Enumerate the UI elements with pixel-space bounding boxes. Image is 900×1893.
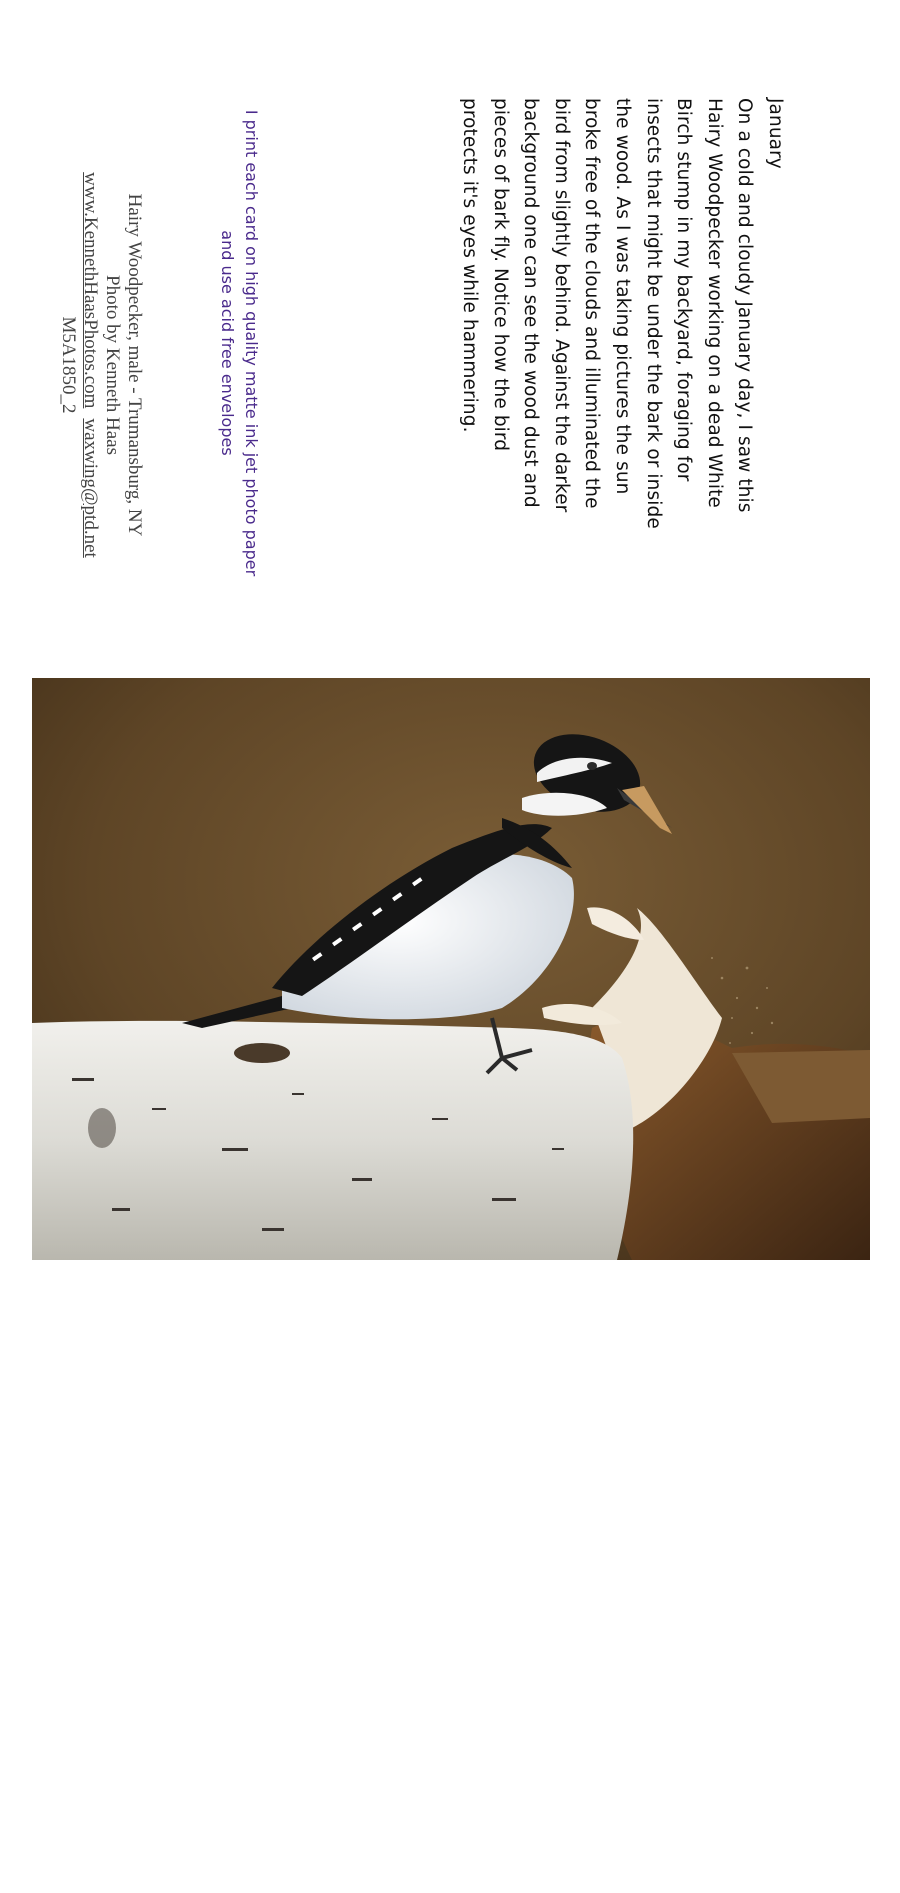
story-line: broke free of the clouds and illuminated the (581, 98, 603, 509)
photo-watermark: KENNETH HAAS (55, 1768, 70, 1893)
story-text (453, 98, 790, 529)
note-line: and use acid free envelopes (218, 230, 237, 456)
contact-links (79, 130, 101, 600)
story-line: the wood. As I was taking pictures the sun (612, 98, 634, 495)
story-line: protects it's eyes while hammering. (459, 98, 481, 433)
birch-log (32, 1021, 633, 1260)
email-link[interactable]: waxwing@ptd.net (80, 418, 101, 558)
website-link[interactable]: www.KennethHaasPhotos.com (80, 172, 101, 409)
bird-eye (587, 762, 597, 770)
photo-credit (57, 130, 145, 600)
story-line: On a cold and cloudy January day, I saw this (734, 98, 756, 513)
story-line: Hairy Woodpecker working on a dead White (703, 98, 725, 508)
woodpecker-photo (32, 678, 870, 1893)
story-line: pieces of bark fly. Notice how the bird (489, 98, 511, 452)
story-title: January (765, 98, 786, 169)
story-line: bird from slightly behind. Against the darker (550, 98, 572, 513)
photographer-byline: Photo by Kenneth Haas (102, 275, 123, 455)
story-line: background one can see the wood dust and (520, 98, 542, 508)
story-line: insects that might be under the bark or inside (642, 98, 664, 529)
woodpecker-illustration (32, 678, 870, 1260)
printing-note (215, 78, 263, 608)
note-line: I print each card on high quality matte ink jet photo paper (242, 109, 261, 577)
photo-caption: Hairy Woodpecker, male - Trumansburg, NY (124, 193, 145, 537)
story-line: Birch stump in my backyard, foraging for (673, 98, 695, 482)
photo-code: M5A1850_2 (58, 316, 79, 414)
